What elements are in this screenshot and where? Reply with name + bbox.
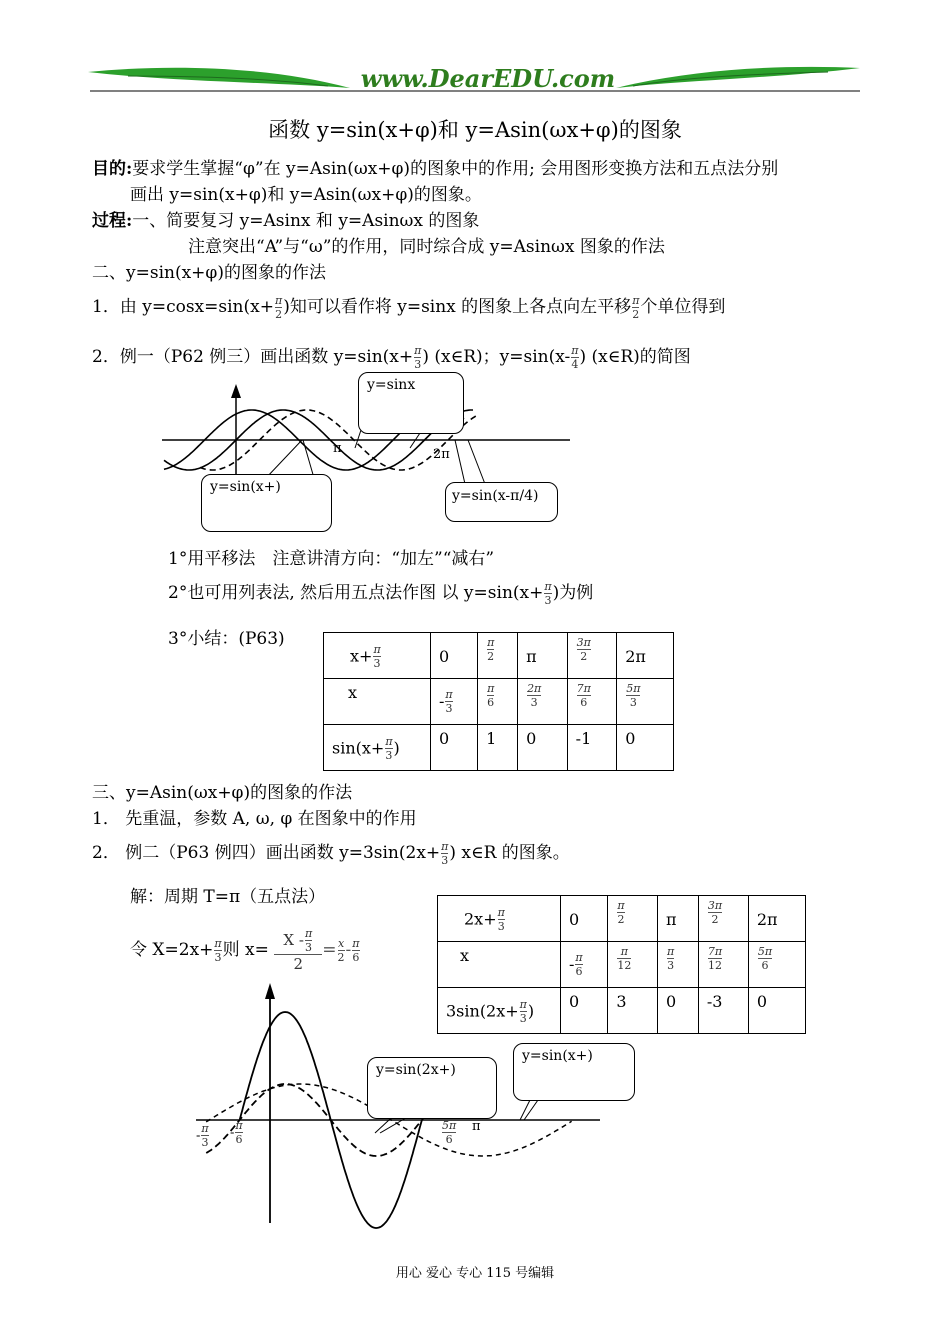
- t2-y-1: 0: [561, 988, 608, 1034]
- section2-item2: [92, 342, 691, 371]
- t1-x-3: $\frac{2\pi}{3}$: [518, 679, 568, 725]
- callout-sinx: y=sinx: [358, 372, 464, 434]
- t1-y-2: 1: [478, 725, 518, 771]
- leaf-decoration-right: [616, 67, 860, 88]
- t2-row2-label: x: [438, 942, 561, 988]
- section2-item1: [92, 292, 725, 321]
- t2-x-5: $\frac{5\pi}{6}$: [748, 942, 805, 988]
- t1-cell-pi: π: [518, 633, 568, 679]
- t2-y-4: -3: [698, 988, 748, 1034]
- t1-x-2: $\frac{\pi}{6}$: [478, 679, 518, 725]
- t1-row3-label: sin(x+ $\frac{\pi}{3}$ ): [324, 725, 431, 771]
- item2-text-c: ) (x∈R)的简图: [579, 347, 691, 367]
- callout-sin-x-minus: y=sin(x-π/4): [445, 482, 558, 522]
- section3-item2: [92, 838, 570, 867]
- t2-cell-pi-2: $\frac{\pi}{2}$: [608, 896, 658, 942]
- item1-text-c: 个单位得到: [640, 297, 726, 317]
- tick-label-neg-pi-3: - $\frac{\pi}{3}$: [196, 1122, 209, 1149]
- t1-y-5: 0: [617, 725, 674, 771]
- t2-cell-2pi: 2π: [748, 896, 805, 942]
- goal-text-line2: 画出 y=sin(x+φ)和 y=Asin(ωx+φ)的图象。: [130, 185, 482, 205]
- t1-row1-label: x+ $\frac{\pi}{3}$: [324, 633, 431, 679]
- t2-cell-3pi-2: $\frac{3\pi}{2}$: [698, 896, 748, 942]
- tick-label-5pi-6: $\frac{5\pi}{6}$: [442, 1119, 457, 1146]
- substitution-line: 令 X=2x+ $\frac{\pi}{3}$ 则 x= X - $\frac{\pi}{3}$ 2 = $\frac{x}{2}$ - $\frac{\pi}{6}$: [130, 927, 360, 973]
- note-2: [168, 578, 593, 607]
- tick-label-neg-pi-6: - $\frac{\pi}{6}$: [230, 1119, 243, 1146]
- item2-text-a: 2．例一（P62 例三）画出函数 y=sin(x+: [92, 347, 414, 367]
- item2-text-b: ) (x∈R)；y=sin(x-: [422, 347, 571, 367]
- t1-y-4: -1: [567, 725, 617, 771]
- fraction-pi-2: $\frac{\pi}{2}$: [274, 293, 283, 321]
- callout-sin-x: y=sin(x+): [513, 1043, 635, 1101]
- fraction-pi-3: $\frac{\pi}{3}$: [441, 839, 449, 867]
- t1-cell-0: 0: [431, 633, 478, 679]
- fraction-pi-4: $\frac{\pi}{4}$: [571, 343, 579, 371]
- t1-x-1: - $\frac{\pi}{3}$: [431, 679, 478, 725]
- label-2pi: 2π: [433, 447, 450, 462]
- t1-x-5: $\frac{5\pi}{3}$: [617, 679, 674, 725]
- header-banner: [88, 60, 863, 100]
- note-2-text-a: 2°也可用列表法, 然后用五点法作图 以 y=sin(x+: [168, 583, 544, 603]
- t2-row1-label: 2x+ $\frac{\pi}{3}$: [438, 896, 561, 942]
- t2-row3-label: 3sin(2x+ $\frac{\pi}{3}$ ): [438, 988, 561, 1034]
- callout-sin-2x: y=sin(2x+): [367, 1057, 497, 1119]
- item1-text-a: 1．由 y=cosx=sin(x+: [92, 297, 274, 317]
- label-pi: π: [472, 1119, 481, 1134]
- y-axis-arrow: [231, 384, 241, 398]
- t2-x-1: - $\frac{\pi}{6}$: [561, 942, 608, 988]
- section2-heading: 二、y=sin(x+φ)的图象的作法: [92, 263, 326, 283]
- goal-label: 目的:: [92, 159, 133, 179]
- t2-x-3: $\frac{\pi}{3}$: [658, 942, 699, 988]
- t1-row2-label: x: [324, 679, 431, 725]
- solution-text: 解：周期 T=π（五点法）: [130, 887, 326, 907]
- section3-heading: 三、y=Asin(ωx+φ)的图象的作法: [92, 783, 353, 803]
- process-label: 过程:: [92, 211, 133, 231]
- t1-y-3: 0: [518, 725, 568, 771]
- t2-x-4: $\frac{7\pi}{12}$: [698, 942, 748, 988]
- site-logo: www.DearEDU.com: [360, 64, 616, 93]
- y-axis-arrow: [265, 983, 275, 999]
- t2-cell-0: 0: [561, 896, 608, 942]
- page-title: 函数 y=sin(x+φ)和 y=Asin(ωx+φ)的图象: [268, 118, 682, 142]
- t2-y-2: 3: [608, 988, 658, 1034]
- item1-text-b: )知可以看作将 y=sinx 的图象上各点向左平移: [283, 297, 632, 317]
- t1-x-4: $\frac{7\pi}{6}$: [567, 679, 617, 725]
- t1-cell-3pi-2: $\frac{3\pi}{2}$: [567, 633, 617, 679]
- note-2-text-b: )为例: [552, 583, 594, 603]
- process-text-line2: 注意突出“A”与“ω”的作用，同时综合成 y=Asinωx 图象的作法: [188, 237, 665, 257]
- t1-y-1: 0: [431, 725, 478, 771]
- goal-text-line1: 要求学生掌握“φ”在 y=Asin(ωx+φ)的图象中的作用; 会用图形变换方法和五点法分别: [132, 159, 779, 179]
- section3-item1: 1． 先重温，参数 A, ω, φ 在图象中的作用: [92, 809, 417, 829]
- item2-text-b: ) x∈R 的图象。: [449, 843, 570, 863]
- callout-sin-x-plus: y=sin(x+): [201, 474, 332, 532]
- t2-x-2: $\frac{\pi}{12}$: [608, 942, 658, 988]
- fraction-pi-3: $\frac{\pi}{3}$: [544, 579, 552, 607]
- item2-text-a: 2． 例二（P63 例四）画出函数 y=3sin(2x+: [92, 843, 441, 863]
- t1-cell-2pi: 2π: [617, 633, 674, 679]
- note-3: 3°小结：(P63): [168, 629, 285, 649]
- t2-y-3: 0: [658, 988, 699, 1034]
- t1-cell-pi-2: $\frac{\pi}{2}$: [478, 633, 518, 679]
- fraction-pi-2: $\frac{\pi}{2}$: [632, 293, 640, 321]
- t2-y-5: 0: [748, 988, 805, 1034]
- footer-text: 用心 爱心 专心 115 号编辑: [395, 1266, 555, 1281]
- t2-cell-pi: π: [658, 896, 699, 942]
- fraction-pi-3: $\frac{\pi}{3}$: [414, 343, 422, 371]
- leaf-decoration-left: [88, 68, 350, 88]
- label-pi: π: [333, 441, 342, 456]
- note-1: 1°用平移法 注意讲清方向：“加左”“减右”: [168, 549, 495, 569]
- process-text-line1: 一、简要复习 y=Asinx 和 y=Asinωx 的图象: [132, 211, 480, 231]
- table-five-points-1: [323, 632, 674, 771]
